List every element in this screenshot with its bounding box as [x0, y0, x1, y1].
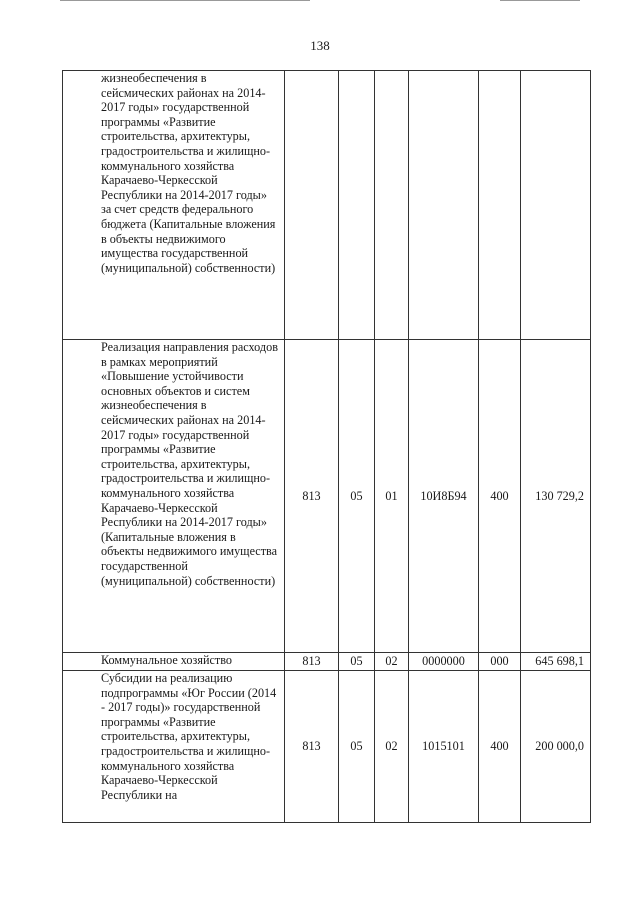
expense-type-code: 400 [479, 340, 521, 653]
scan-top-edge-right [500, 0, 580, 1]
amount-value: 130 729,2 [521, 340, 591, 653]
ministry-code: 813 [285, 340, 339, 653]
table-row [63, 653, 591, 671]
ministry-code: 813 [285, 653, 339, 671]
target-article-code [409, 71, 479, 340]
ministry-code [285, 71, 339, 340]
amount-value: 645 698,1 [521, 653, 591, 671]
subsection-code: 02 [375, 653, 409, 671]
page-number: 138 [310, 38, 330, 53]
row-name: Реализация направления расходов в рамках мероприятий «Повышение устойчивости основных объектов и систем жизнеобеспечения в сейсмических районах на 2014-2017 годы» государственной программы «Развитие строительства, архитектуры, градостроительства и жилищно-коммунального хозяйства Карачаево-Черкесской Республики на 2014-2017 годы» (Капитальные вложения в объекты недвижимого имущества государственной (муниципальной) собственности) [63, 340, 285, 653]
table-row [63, 340, 591, 653]
subsection-code: 01 [375, 340, 409, 653]
section-code: 05 [339, 340, 375, 653]
target-article-code: 10И8Б94 [409, 340, 479, 653]
section-code: 05 [339, 671, 375, 823]
scan-top-edge [60, 0, 310, 1]
target-article-code: 0000000 [409, 653, 479, 671]
expense-type-code [479, 71, 521, 340]
amount-value [521, 71, 591, 340]
section-code [339, 71, 375, 340]
ministry-code: 813 [285, 671, 339, 823]
subsection-code [375, 71, 409, 340]
expense-type-code: 400 [479, 671, 521, 823]
table-row [63, 671, 591, 823]
row-name: жизнеобеспечения в сейсмических районах на 2014-2017 годы» государственной программы «Развитие строительства, архитектуры, градостроительства и жилищно-коммунального хозяйства Карачаево-Черкесской Республики на 2014-2017 годы» за счет средств федерального бюджета (Капитальные вложения в объекты недвижимого имущества государственной (муниципальной) собственности) [63, 71, 285, 340]
row-name: Коммунальное хозяйство [63, 653, 285, 671]
section-code: 05 [339, 653, 375, 671]
subsection-code: 02 [375, 671, 409, 823]
budget-table [62, 70, 591, 823]
amount-value: 200 000,0 [521, 671, 591, 823]
expense-type-code: 000 [479, 653, 521, 671]
row-name: Субсидии на реализацию подпрограммы «Юг России (2014 - 2017 годы)» государственной программы «Развитие строительства, архитектуры, градостроительства и жилищно-коммунального хозяйства Карачаево-Черкесской Республики на [63, 671, 285, 823]
target-article-code: 1015101 [409, 671, 479, 823]
table-row [63, 71, 591, 340]
